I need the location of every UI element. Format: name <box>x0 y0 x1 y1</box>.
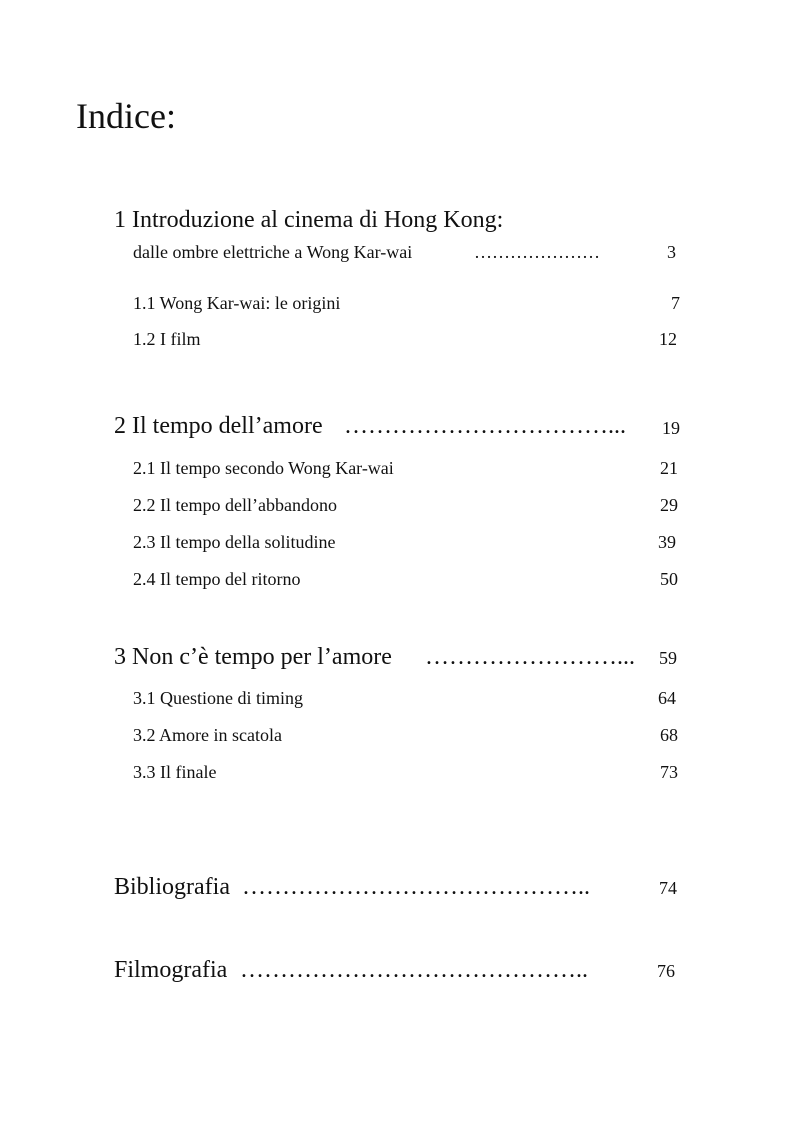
toc-section-1-1-label: 1.1 Wong Kar-wai: le origini <box>133 293 341 313</box>
toc-filmografia-page: 76 <box>657 961 675 981</box>
toc-section-3-3-page: 73 <box>660 762 678 782</box>
toc-section-2-3-page: 39 <box>658 532 676 552</box>
toc-filmografia-leader: …………………………………….. <box>240 957 588 983</box>
toc-section-1-2-page: 12 <box>659 329 677 349</box>
toc-section-3-1-page: 64 <box>658 688 676 708</box>
toc-chapter-3-page: 59 <box>659 648 677 668</box>
toc-chapter-1-title: 1 Introduzione al cinema di Hong Kong: <box>114 207 504 233</box>
toc-section-2-1-label: 2.1 Il tempo secondo Wong Kar-wai <box>133 458 394 478</box>
toc-chapter-2-page: 19 <box>662 418 680 438</box>
toc-bibliografia-leader: …………………………………….. <box>242 874 590 900</box>
toc-section-2-1-page: 21 <box>660 458 678 478</box>
toc-chapter-1-leader: ………………… <box>474 242 600 262</box>
toc-section-3-3-label: 3.3 Il finale <box>133 762 217 782</box>
toc-section-3-1-label: 3.1 Questione di timing <box>133 688 303 708</box>
toc-section-2-4-page: 50 <box>660 569 678 589</box>
toc-chapter-3-leader: ……………………... <box>425 644 635 670</box>
toc-section-3-2-page: 68 <box>660 725 678 745</box>
toc-bibliografia-page: 74 <box>659 878 677 898</box>
toc-chapter-2-title: 2 Il tempo dell’amore <box>114 413 323 439</box>
toc-chapter-3-title: 3 Non c’è tempo per l’amore <box>114 644 392 670</box>
page-title: Indice: <box>76 96 176 136</box>
toc-chapter-1-subtitle: dalle ombre elettriche a Wong Kar-wai <box>133 242 413 262</box>
toc-section-1-2-label: 1.2 I film <box>133 329 201 349</box>
toc-chapter-1-page: 3 <box>667 242 676 262</box>
toc-section-2-2-page: 29 <box>660 495 678 515</box>
toc-section-2-4-label: 2.4 Il tempo del ritorno <box>133 569 301 589</box>
toc-section-1-1-page: 7 <box>671 293 680 313</box>
toc-section-2-3-label: 2.3 Il tempo della solitudine <box>133 532 336 552</box>
toc-filmografia-label: Filmografia <box>114 957 228 983</box>
toc-section-3-2-label: 3.2 Amore in scatola <box>133 725 282 745</box>
toc-section-2-2-label: 2.2 Il tempo dell’abbandono <box>133 495 337 515</box>
toc-bibliografia-label: Bibliografia <box>114 874 230 900</box>
toc-chapter-2-leader: ……………………………... <box>344 413 626 439</box>
